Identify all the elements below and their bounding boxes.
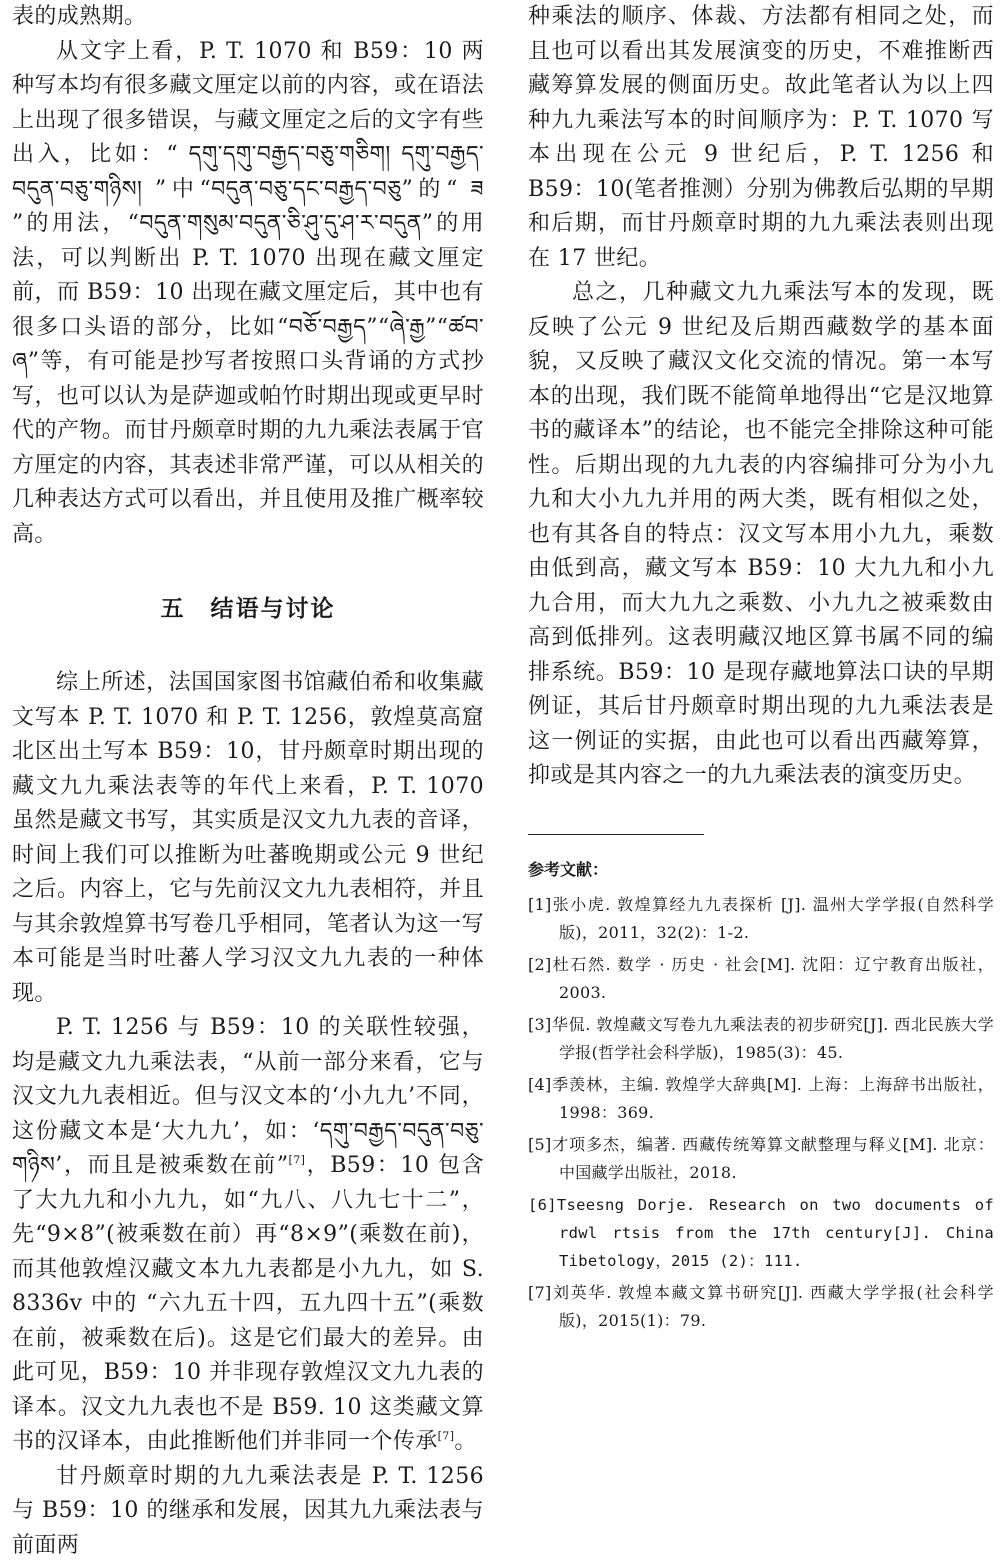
- reference-item: [2]杜石然. 数学 · 历史 · 社会[M]. 沈阳：辽宁教育出版社，2003.: [528, 951, 994, 1007]
- reference-item: [7]刘英华. 敦煌本藏文算书研究[J]. 西藏大学学报(社会科学版)，2015(1)：79.: [528, 1279, 994, 1335]
- reference-item: [3]华侃. 敦煌藏文写卷九九乘法表的初步研究[J]. 西北民族大学学报(哲学社会科学版)，1985(3)：45.: [528, 1011, 994, 1067]
- citation-marker[interactable]: [7]: [438, 1430, 455, 1443]
- footnote-divider: [528, 834, 704, 835]
- citation-marker[interactable]: [7]: [289, 1154, 306, 1167]
- paragraph-pt1256-part-a: P. T. 1256 与 B59：10 的关联性较强，均是藏文九九乘法表，“从前一部分来看，它与汉文九九表相近。但与汉文本的‘小九九’不同，这份藏文本是‘大九九’，如：‘དགུ་བརྒྱད་བདུན་བཅུ་གཉིས’，而且是被乘数在前”: [12, 1015, 484, 1178]
- references-list: [528, 891, 994, 1335]
- paragraph-carryover: 表的成熟期。: [12, 0, 484, 35]
- paragraph-text-analysis: 从文字上看，P. T. 1070 和 B59：10 两种写本均有很多藏文厘定以前的内容，或在语法上出现了很多错误，与藏文厘定之后的文字有些出入，比如：“ དགུ་དགུ་བརྒྱད་བཅུ་གཅིག། དགུ་བརྒྱད་བདུན་བཅུ་གཉིས། ”中“བདུན་བཅུ་དང་བརྒྱད་བཅུ”的“ ཟ ”的用法，“བདུན་གསུམ་བདུན་ཅི་ཤུ་དུ་ཤ་ར་བདུན”的用法，可以判断出 P. T. 1070 出现在藏文厘定前，而 B59：10 出现在藏文厘定后，其中也有很多口头语的部分，比如“བཅོ་བརྒྱད”“ཞེ་རྒྱ”“ཚབ་ཞ”等，有可能是抄写者按照口头背诵的方式抄写，也可以认为是萨迦或帕竹时期出现或更早时代的产物。而甘丹颇章时期的九九乘法表属于官方厘定的内容，其表述非常严谨，可以从相关的几种表达方式可以看出，并且使用及推广概率较高。: [12, 35, 484, 553]
- right-column: [528, 0, 994, 1339]
- reference-item: [4]季羡林，主编. 敦煌学大辞典[M]. 上海：上海辞书出版社，1998：369.: [528, 1071, 994, 1127]
- paragraph-pt1256-comparison: [12, 1011, 484, 1460]
- references-heading: 参考文献：: [528, 859, 994, 881]
- paragraph-pt1256-part-b: ，B59：10 包含了大九九和小九九，如“九八、八九七十二”，先“9×8”(被乘数在前）再“8×9”(乘数在前)，而其他敦煌汉藏文本九九表都是小九九，如 S. 8336v 中的 “六九五十四，五九四十五”(乘数在前，被乘数在后)。这是它们最大的差异。由此可见，B59：10 并非现存敦煌汉文九九表的译本。汉文九九表也不是 B59. 10 这类藏文算书的汉译本，由此推断他们并非同一个传承: [12, 1153, 484, 1454]
- paragraph-pt1256-part-c: 。: [454, 1429, 476, 1454]
- section-heading: 五 结语与讨论: [12, 592, 484, 626]
- paragraph-ganden: 甘丹颇章时期的九九乘法表是 P. T. 1256 与 B59：10 的继承和发展，因其九九乘法表与前面两: [12, 1460, 484, 1563]
- reference-item: [5]才项多杰，编著. 西藏传统筹算文献整理与释义[M]. 北京：中国藏学出版社，2018.: [528, 1131, 994, 1187]
- reference-item: [6]Tseesng Dorje. Research on two documents of rdwl rtsis from the 17th century[J]. China Tibetology，2015 (2)：111.: [528, 1191, 994, 1275]
- reference-item: [1]张小虎. 敦煌算经九九表探析 [J]. 温州大学学报(自然科学版)，2011，32(2)：1-2.: [528, 891, 994, 947]
- paragraph-continued: 种乘法的顺序、体裁、方法都有相同之处，而且也可以看出其发展演变的历史，不难推断西藏筹算发展的侧面历史。故此笔者认为以上四种九九乘法写本的时间顺序为：P. T. 1070 写本出现在公元 9 世纪后，P. T. 1256 和 B59：10(笔者推测）分别为佛教后弘期的早期和后期，而甘丹颇章时期的九九乘法表则出现在 17 世纪。: [528, 0, 994, 276]
- paragraph-summary: 综上所述，法国国家图书馆藏伯希和收集藏文写本 P. T. 1070 和 P. T. 1256，敦煌莫高窟北区出土写本 B59：10，甘丹颇章时期出现的藏文九九乘法表等的年代上来看，P. T. 1070 虽然是藏文书写，其实质是汉文九九表的音译，时间上我们可以推断为吐蕃晚期或公元 9 世纪之后。内容上，它与先前汉文九九表相符，并且与其余敦煌算书写卷几乎相同，笔者认为这一写本可能是当时吐蕃人学习汉文九九表的一种体现。: [12, 666, 484, 1011]
- paragraph-conclusion: 总之，几种藏文九九乘法写本的发现，既反映了公元 9 世纪及后期西藏数学的基本面貌，又反映了藏汉文化交流的情况。第一本写本的出现，我们既不能简单地得出“它是汉地算书的藏译本”的结论，也不能完全排除这种可能性。后期出现的九九表的内容编排可分为小九九和大小九九并用的两大类，既有相似之处，也有其各自的特点：汉文写本用小九九，乘数由低到高，藏文写本 B59：10 大九九和小九九合用，而大九九之乘数、小九九之被乘数由高到低排列。这表明藏汉地区算书属不同的编排系统。B59：10 是现存藏地算法口诀的早期例证，其后甘丹颇章时期出现的九九乘法表是这一例证的实据，由此也可以看出西藏筹算，抑或是其内容之一的九九乘法表的演变历史。: [528, 276, 994, 794]
- left-column: [12, 0, 484, 1563]
